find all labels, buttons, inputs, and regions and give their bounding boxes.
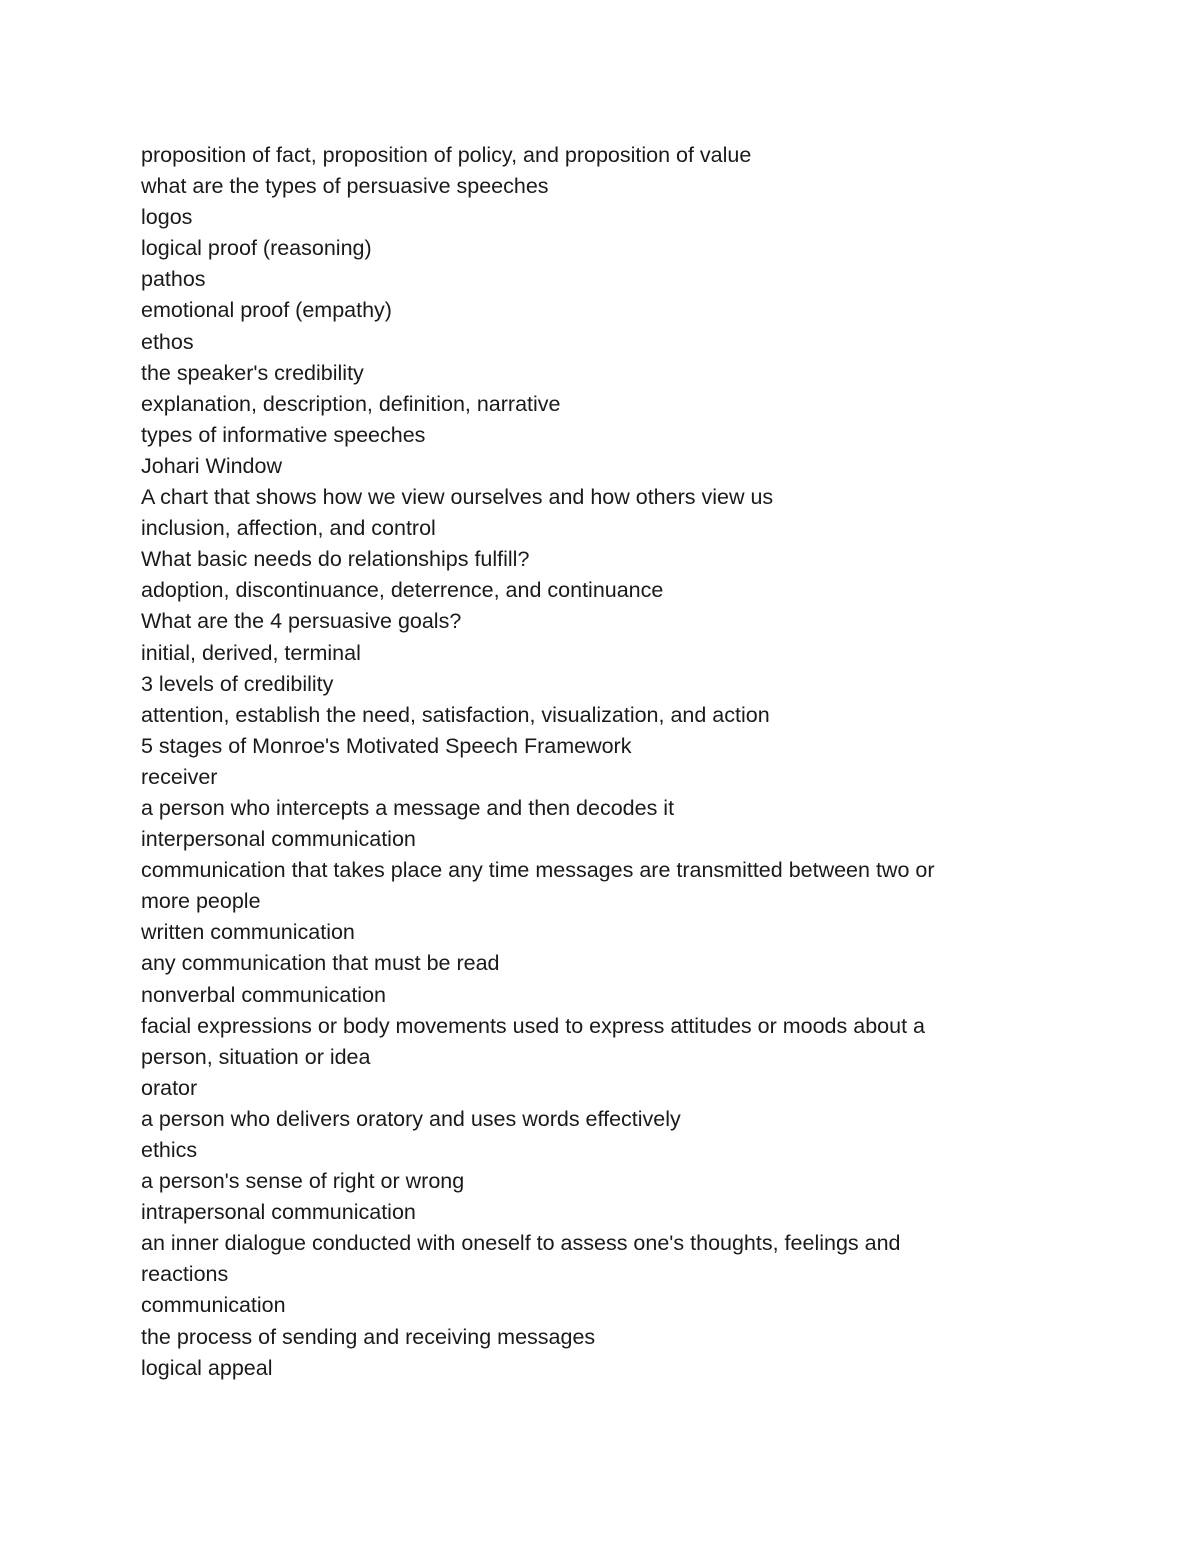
text-line: ethics (141, 1138, 198, 1162)
text-line: 3 levels of credibility (141, 671, 334, 696)
text-line: reactions (141, 1262, 229, 1287)
text-line: the process of sending and receiving messages (141, 1324, 596, 1349)
text-line: intrapersonal communication (141, 1200, 416, 1225)
text-line: an inner dialogue conducted with oneself to assess one's thoughts, feelings and (141, 1231, 901, 1256)
document-text-body (141, 140, 1041, 1384)
text-line: a person who intercepts a message and then decodes it (141, 795, 675, 820)
text-line: initial, derived, terminal (141, 640, 361, 665)
text-line: attention, establish the need, satisfaction, visualization, and action (141, 702, 770, 727)
text-line: pathos (141, 267, 206, 292)
text-line: any communication that must be read (141, 951, 500, 976)
text-line: logical proof (reasoning) (141, 236, 372, 261)
text-line: communication that takes place any time messages are transmitted between two or (141, 858, 935, 883)
text-line: adoption, discontinuance, deterrence, and continuance (141, 578, 664, 603)
text-line: explanation, description, definition, narrative (141, 391, 561, 416)
text-line: 5 stages of Monroe's Motivated Speech Framework (141, 733, 632, 758)
text-line: inclusion, affection, and control (141, 516, 436, 541)
text-line: receiver (141, 764, 218, 789)
text-line: logos (141, 205, 193, 230)
text-line: interpersonal communication (141, 827, 416, 852)
text-line: what are the types of persuasive speeches (141, 174, 549, 199)
text-line: a person who delivers oratory and uses words effectively (141, 1106, 681, 1131)
text-line: emotional proof (empathy) (141, 298, 392, 323)
text-line: types of informative speeches (141, 422, 426, 447)
text-line: proposition of fact, proposition of policy, and proposition of value (141, 143, 752, 167)
text-line: logical appeal (141, 1355, 273, 1380)
text-line: facial expressions or body movements used to express attitudes or moods about a (141, 1013, 925, 1038)
text-line: more people (141, 889, 261, 914)
text-line: What are the 4 persuasive goals? (141, 609, 462, 634)
text-line: person, situation or idea (141, 1044, 371, 1069)
text-line: ethos (141, 329, 194, 354)
text-line: written communication (141, 920, 355, 945)
text-line: What basic needs do relationships fulfill? (141, 547, 530, 572)
text-line: Johari Window (141, 453, 282, 478)
text-line: the speaker's credibility (141, 360, 364, 385)
text-line: nonverbal communication (141, 982, 386, 1007)
text-line: a person's sense of right or wrong (141, 1169, 465, 1194)
text-line: orator (141, 1075, 198, 1100)
text-line: A chart that shows how we view ourselves and how others view us (141, 485, 774, 510)
text-line: communication (141, 1293, 286, 1318)
